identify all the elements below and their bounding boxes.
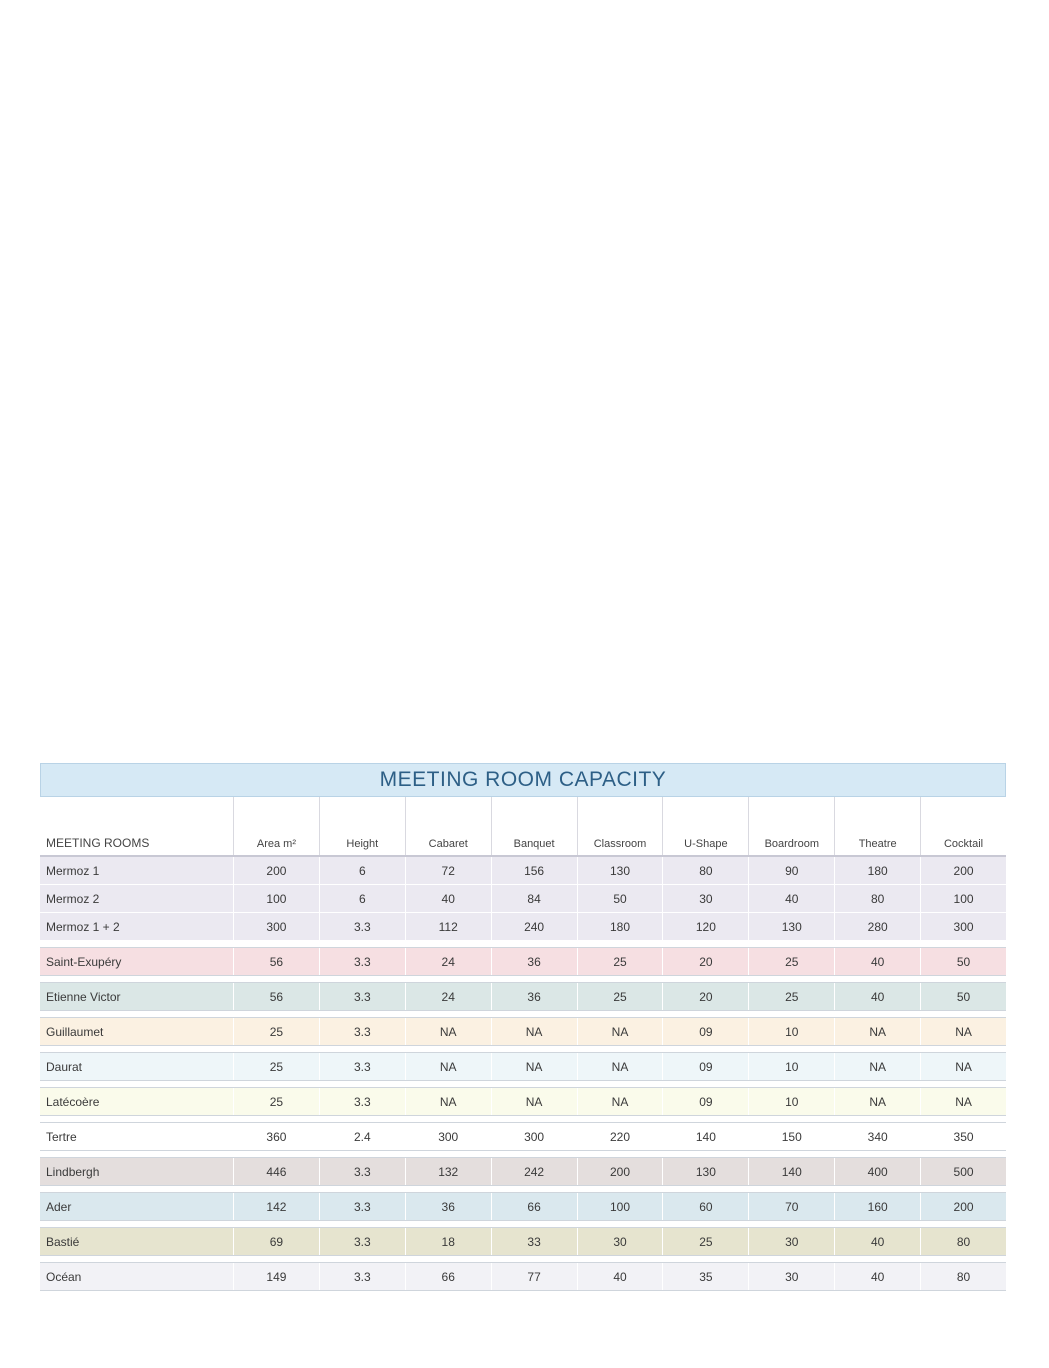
value-cell: 140	[748, 1158, 834, 1185]
value-cell: 10	[748, 1018, 834, 1045]
value-cell: 280	[834, 913, 920, 940]
value-cell: 40	[577, 1263, 663, 1290]
value-cell: 140	[662, 1123, 748, 1150]
room-name-cell: Mermoz 1	[46, 863, 100, 878]
value-cell: 69	[233, 1228, 319, 1255]
table-row	[40, 982, 1006, 1011]
table-row	[40, 885, 1006, 913]
meeting-room-capacity-table	[40, 763, 1006, 1291]
value-cell: 3.3	[319, 983, 405, 1010]
value-cell: 24	[405, 948, 491, 975]
value-cell: 70	[748, 1193, 834, 1220]
room-name-cell: Daurat	[46, 1059, 83, 1074]
table-row	[40, 1262, 1006, 1291]
room-name-cell: Ader	[46, 1199, 72, 1214]
value-cell: 112	[405, 913, 491, 940]
value-cell: 40	[834, 1263, 920, 1290]
value-cell: 200	[920, 857, 1006, 884]
value-cell: 66	[491, 1193, 577, 1220]
value-cell: 3.3	[319, 1263, 405, 1290]
value-cell: 56	[233, 948, 319, 975]
table-header-row	[40, 797, 1006, 857]
value-cell: 25	[748, 948, 834, 975]
value-cell: 40	[834, 948, 920, 975]
column-header: Classroom	[577, 797, 663, 855]
value-cell: 100	[233, 885, 319, 912]
table-row	[40, 1122, 1006, 1151]
value-cell: NA	[920, 1053, 1006, 1080]
value-cell: 242	[491, 1158, 577, 1185]
value-cell: 500	[920, 1158, 1006, 1185]
value-cell: 56	[233, 983, 319, 1010]
room-name-cell: Latécoère	[46, 1094, 100, 1109]
value-cell: 25	[662, 1228, 748, 1255]
value-cell: 36	[491, 983, 577, 1010]
value-cell: 100	[577, 1193, 663, 1220]
table-row	[40, 1087, 1006, 1116]
value-cell: NA	[405, 1053, 491, 1080]
value-cell: 30	[748, 1263, 834, 1290]
value-cell: 130	[662, 1158, 748, 1185]
value-cell: 350	[920, 1123, 1006, 1150]
value-cell: 240	[491, 913, 577, 940]
value-cell: 80	[920, 1263, 1006, 1290]
value-cell: 3.3	[319, 1193, 405, 1220]
room-name-cell: Océan	[46, 1269, 82, 1284]
table-title: MEETING ROOM CAPACITY	[40, 763, 1006, 797]
column-header: Theatre	[834, 797, 920, 855]
column-header: Banquet	[491, 797, 577, 855]
column-header: U-Shape	[662, 797, 748, 855]
value-cell: NA	[405, 1018, 491, 1045]
value-cell: 446	[233, 1158, 319, 1185]
value-cell: 6	[319, 885, 405, 912]
column-header: Boardroom	[748, 797, 834, 855]
value-cell: NA	[834, 1088, 920, 1115]
value-cell: 09	[662, 1053, 748, 1080]
value-cell: 25	[577, 948, 663, 975]
value-cell: NA	[405, 1088, 491, 1115]
value-cell: 25	[577, 983, 663, 1010]
value-cell: 30	[577, 1228, 663, 1255]
value-cell: 60	[662, 1193, 748, 1220]
value-cell: 180	[834, 857, 920, 884]
value-cell: 25	[233, 1053, 319, 1080]
value-cell: 72	[405, 857, 491, 884]
value-cell: 132	[405, 1158, 491, 1185]
value-cell: 3.3	[319, 1053, 405, 1080]
value-cell: 50	[577, 885, 663, 912]
column-header: Area m²	[233, 797, 319, 855]
value-cell: 130	[748, 913, 834, 940]
value-cell: NA	[920, 1018, 1006, 1045]
value-cell: NA	[834, 1018, 920, 1045]
value-cell: 40	[748, 885, 834, 912]
value-cell: 149	[233, 1263, 319, 1290]
value-cell: 33	[491, 1228, 577, 1255]
table-row	[40, 1192, 1006, 1221]
value-cell: 20	[662, 983, 748, 1010]
table-row	[40, 1052, 1006, 1081]
value-cell: 66	[405, 1263, 491, 1290]
value-cell: 80	[834, 885, 920, 912]
value-cell: 50	[920, 948, 1006, 975]
value-cell: 25	[233, 1018, 319, 1045]
table-row	[40, 947, 1006, 976]
value-cell: 400	[834, 1158, 920, 1185]
room-name-cell: Guillaumet	[46, 1024, 104, 1039]
room-name-cell: Mermoz 2	[46, 891, 100, 906]
value-cell: 100	[920, 885, 1006, 912]
value-cell: NA	[834, 1053, 920, 1080]
column-header: Cocktail	[920, 797, 1006, 855]
value-cell: 200	[233, 857, 319, 884]
room-name-cell: Lindbergh	[46, 1164, 100, 1179]
value-cell: 35	[662, 1263, 748, 1290]
value-cell: 80	[662, 857, 748, 884]
value-cell: 30	[748, 1228, 834, 1255]
room-name-cell: Tertre	[46, 1129, 77, 1144]
value-cell: 10	[748, 1088, 834, 1115]
value-cell: 40	[834, 1228, 920, 1255]
value-cell: 300	[233, 913, 319, 940]
value-cell: 36	[405, 1193, 491, 1220]
value-cell: 80	[920, 1228, 1006, 1255]
value-cell: 200	[920, 1193, 1006, 1220]
table-body	[40, 857, 1006, 1291]
table-row	[40, 1227, 1006, 1256]
value-cell: NA	[577, 1053, 663, 1080]
value-cell: 160	[834, 1193, 920, 1220]
value-cell: 3.3	[319, 1228, 405, 1255]
value-cell: 142	[233, 1193, 319, 1220]
value-cell: 40	[834, 983, 920, 1010]
value-cell: 24	[405, 983, 491, 1010]
value-cell: 3.3	[319, 1158, 405, 1185]
value-cell: 36	[491, 948, 577, 975]
value-cell: NA	[491, 1018, 577, 1045]
table-row	[40, 1157, 1006, 1186]
value-cell: 25	[233, 1088, 319, 1115]
value-cell: 360	[233, 1123, 319, 1150]
value-cell: 77	[491, 1263, 577, 1290]
value-cell: 3.3	[319, 948, 405, 975]
table-row	[40, 1017, 1006, 1046]
value-cell: 300	[491, 1123, 577, 1150]
value-cell: 3.3	[319, 913, 405, 940]
value-cell: 156	[491, 857, 577, 884]
value-cell: 50	[920, 983, 1006, 1010]
value-cell: 300	[405, 1123, 491, 1150]
value-cell: NA	[577, 1018, 663, 1045]
value-cell: 40	[405, 885, 491, 912]
value-cell: 18	[405, 1228, 491, 1255]
table-row	[40, 913, 1006, 941]
value-cell: 10	[748, 1053, 834, 1080]
value-cell: NA	[491, 1088, 577, 1115]
value-cell: 3.3	[319, 1088, 405, 1115]
room-name-cell: Bastié	[46, 1234, 80, 1249]
value-cell: 20	[662, 948, 748, 975]
value-cell: 180	[577, 913, 663, 940]
value-cell: 3.3	[319, 1018, 405, 1045]
value-cell: 6	[319, 857, 405, 884]
value-cell: NA	[491, 1053, 577, 1080]
value-cell: 200	[577, 1158, 663, 1185]
value-cell: 09	[662, 1088, 748, 1115]
value-cell: 90	[748, 857, 834, 884]
column-header: MEETING ROOMS	[46, 836, 150, 850]
value-cell: NA	[920, 1088, 1006, 1115]
value-cell: 150	[748, 1123, 834, 1150]
value-cell: 09	[662, 1018, 748, 1045]
value-cell: 2.4	[319, 1123, 405, 1150]
value-cell: 340	[834, 1123, 920, 1150]
value-cell: 300	[920, 913, 1006, 940]
column-header: Height	[319, 797, 405, 855]
value-cell: 84	[491, 885, 577, 912]
value-cell: NA	[577, 1088, 663, 1115]
value-cell: 25	[748, 983, 834, 1010]
table-row	[40, 857, 1006, 885]
room-name-cell: Etienne Victor	[46, 989, 121, 1004]
value-cell: 220	[577, 1123, 663, 1150]
value-cell: 120	[662, 913, 748, 940]
room-name-cell: Mermoz 1 + 2	[46, 919, 120, 934]
column-header: Cabaret	[405, 797, 491, 855]
value-cell: 30	[662, 885, 748, 912]
value-cell: 130	[577, 857, 663, 884]
room-name-cell: Saint-Exupéry	[46, 954, 122, 969]
